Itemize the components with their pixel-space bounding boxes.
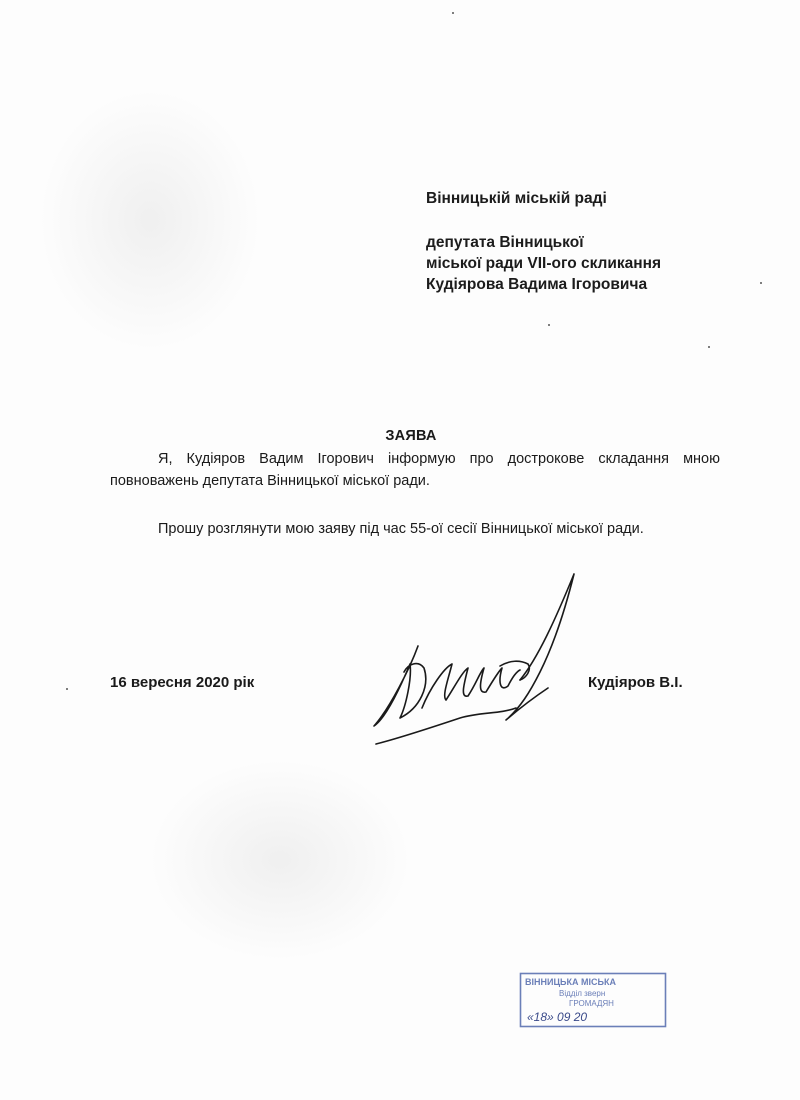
stamp-line-2: Відділ зверн xyxy=(559,989,606,998)
recipient-from-line-1: депутата Вінницької xyxy=(426,234,584,251)
recipient-council: Вінницькій міській раді xyxy=(426,190,607,207)
handwritten-signature xyxy=(360,568,590,768)
stamp-line-3: ГРОМАДЯН xyxy=(569,999,614,1008)
scan-smudge xyxy=(40,90,260,350)
scan-speck xyxy=(708,346,710,348)
stamp-date: «18» 09 20 xyxy=(527,1010,588,1024)
signer-name: Кудіяров В.І. xyxy=(588,674,683,691)
statement-paragraph: Я, Кудіяров Вадим Ігорович інформую про дострокове складання мною повноважень депутата Вінницької міської ради. xyxy=(110,451,720,489)
scan-speck xyxy=(548,324,550,326)
request-paragraph: Прошу розглянути мою заяву під час 55-ої сесії Вінницької міської ради. xyxy=(158,521,644,537)
recipient-block xyxy=(426,188,766,295)
document-date: 16 вересня 2020 рік xyxy=(110,674,255,691)
scan-smudge xyxy=(150,760,410,960)
scan-speck xyxy=(452,12,454,14)
recipient-from-line-3: Кудіярова Вадима Ігоровича xyxy=(426,276,648,293)
scan-speck xyxy=(66,688,68,690)
document-title: ЗАЯВА xyxy=(385,428,437,444)
registration-stamp xyxy=(519,972,667,1028)
recipient-from-line-2: міської ради VII-ого скликання xyxy=(426,255,662,272)
stamp-line-1: ВІННИЦЬКА МІСЬКА xyxy=(525,977,616,987)
